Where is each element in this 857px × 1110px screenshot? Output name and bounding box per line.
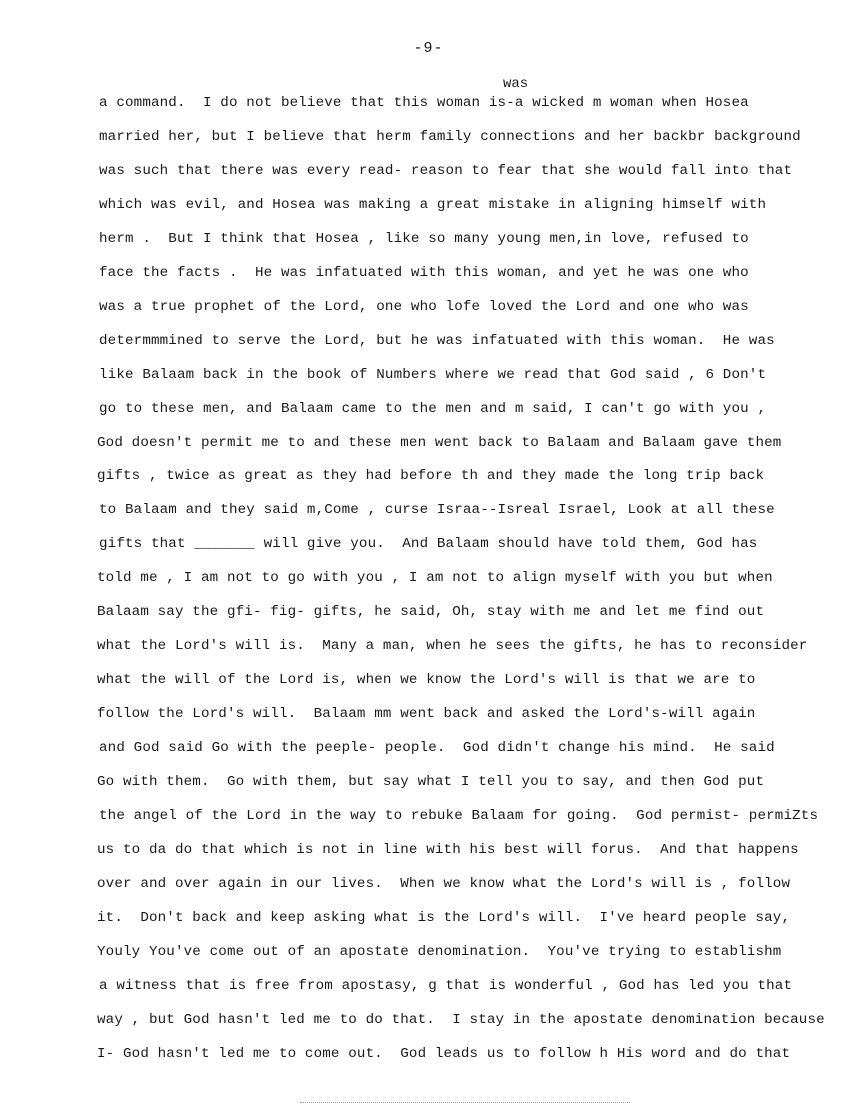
text-line: way , but God hasn't led me to do that. I stay in the apostate denomination because xyxy=(97,1011,825,1028)
text-line: Balaam say the gfi- fig- gifts, he said, Oh, stay with me and let me find out xyxy=(97,604,765,621)
text-line: a command. I do not believe that this woman is-a wicked m woman when Hosea xyxy=(99,95,749,111)
text-line: what the Lord's will is. Many a man, when he sees the gifts, he has to reconsider xyxy=(97,638,808,655)
text-line: go to these men, and Balaam came to the men and m said, I can't go with you , xyxy=(99,400,767,417)
text-line: a witness that is free from apostasy, g that is wonderful , God has led you that xyxy=(99,977,793,994)
text-line: married her, but I believe that herm family connections and her backbr background xyxy=(99,128,801,145)
text-line: I- God hasn't led me to come out. God leads us to follow h His word and do that xyxy=(97,1045,791,1062)
text-line: us to da do that which is not in line with his best will forus. And that happens xyxy=(97,841,799,858)
page-number: -9- xyxy=(413,40,444,57)
text-line: and God said Go with the peeple- people. God didn't change his mind. He said xyxy=(99,740,775,757)
text-line: told me , I am not to go with you , I am not to align myself with you but when xyxy=(97,570,773,587)
text-line: to Balaam and they said m,Come , curse Israa--Isreal Israel, Look at all these xyxy=(99,502,775,519)
text-line: what the will of the Lord is, when we know the Lord's will is that we are to xyxy=(97,672,756,689)
text-line: like Balaam back in the book of Numbers where we read that God said , 6 Don't xyxy=(99,366,767,383)
text-line: God doesn't permit me to and these men went back to Balaam and Balaam gave them xyxy=(97,434,782,451)
text-line: which was evil, and Hosea was making a great mistake in aligning himself with xyxy=(99,196,767,213)
text-line: Youly You've come out of an apostate denomination. You've trying to establishm xyxy=(97,943,782,960)
text-line: gifts , twice as great as they had before th and they made the long trip back xyxy=(97,468,765,485)
text-line: face the facts . He was infatuated with this woman, and yet he was one who xyxy=(99,264,749,281)
bottom-rule xyxy=(300,1102,630,1105)
text-line: it. Don't back and keep asking what is the Lord's will. I've heard people say, xyxy=(97,909,791,926)
text-line: gifts that _______ will give you. And Balaam should have told them, God has xyxy=(99,536,758,553)
text-line: Go with them. Go with them, but say what I tell you to say, and then God put xyxy=(97,774,765,790)
text-line: was a true prophet of the Lord, one who lofe loved the Lord and one who was xyxy=(99,298,749,315)
text-line: follow the Lord's will. Balaam mm went back and asked the Lord's-will again xyxy=(97,706,756,723)
text-line: determmmined to serve the Lord, but he was infatuated with this woman. He was xyxy=(99,332,775,349)
text-line: herm . But I think that Hosea , like so many young men,in love, refused to xyxy=(99,230,749,247)
text-line: the angel of the Lord in the way to rebuke Balaam for going. God permist- permiZts xyxy=(99,807,819,824)
text-line: was such that there was every read- reason to fear that she would fall into that xyxy=(99,162,793,179)
handwritten-insertion: was xyxy=(503,76,529,92)
text-line: over and over again in our lives. When we know what the Lord's will is , follow xyxy=(97,875,791,892)
